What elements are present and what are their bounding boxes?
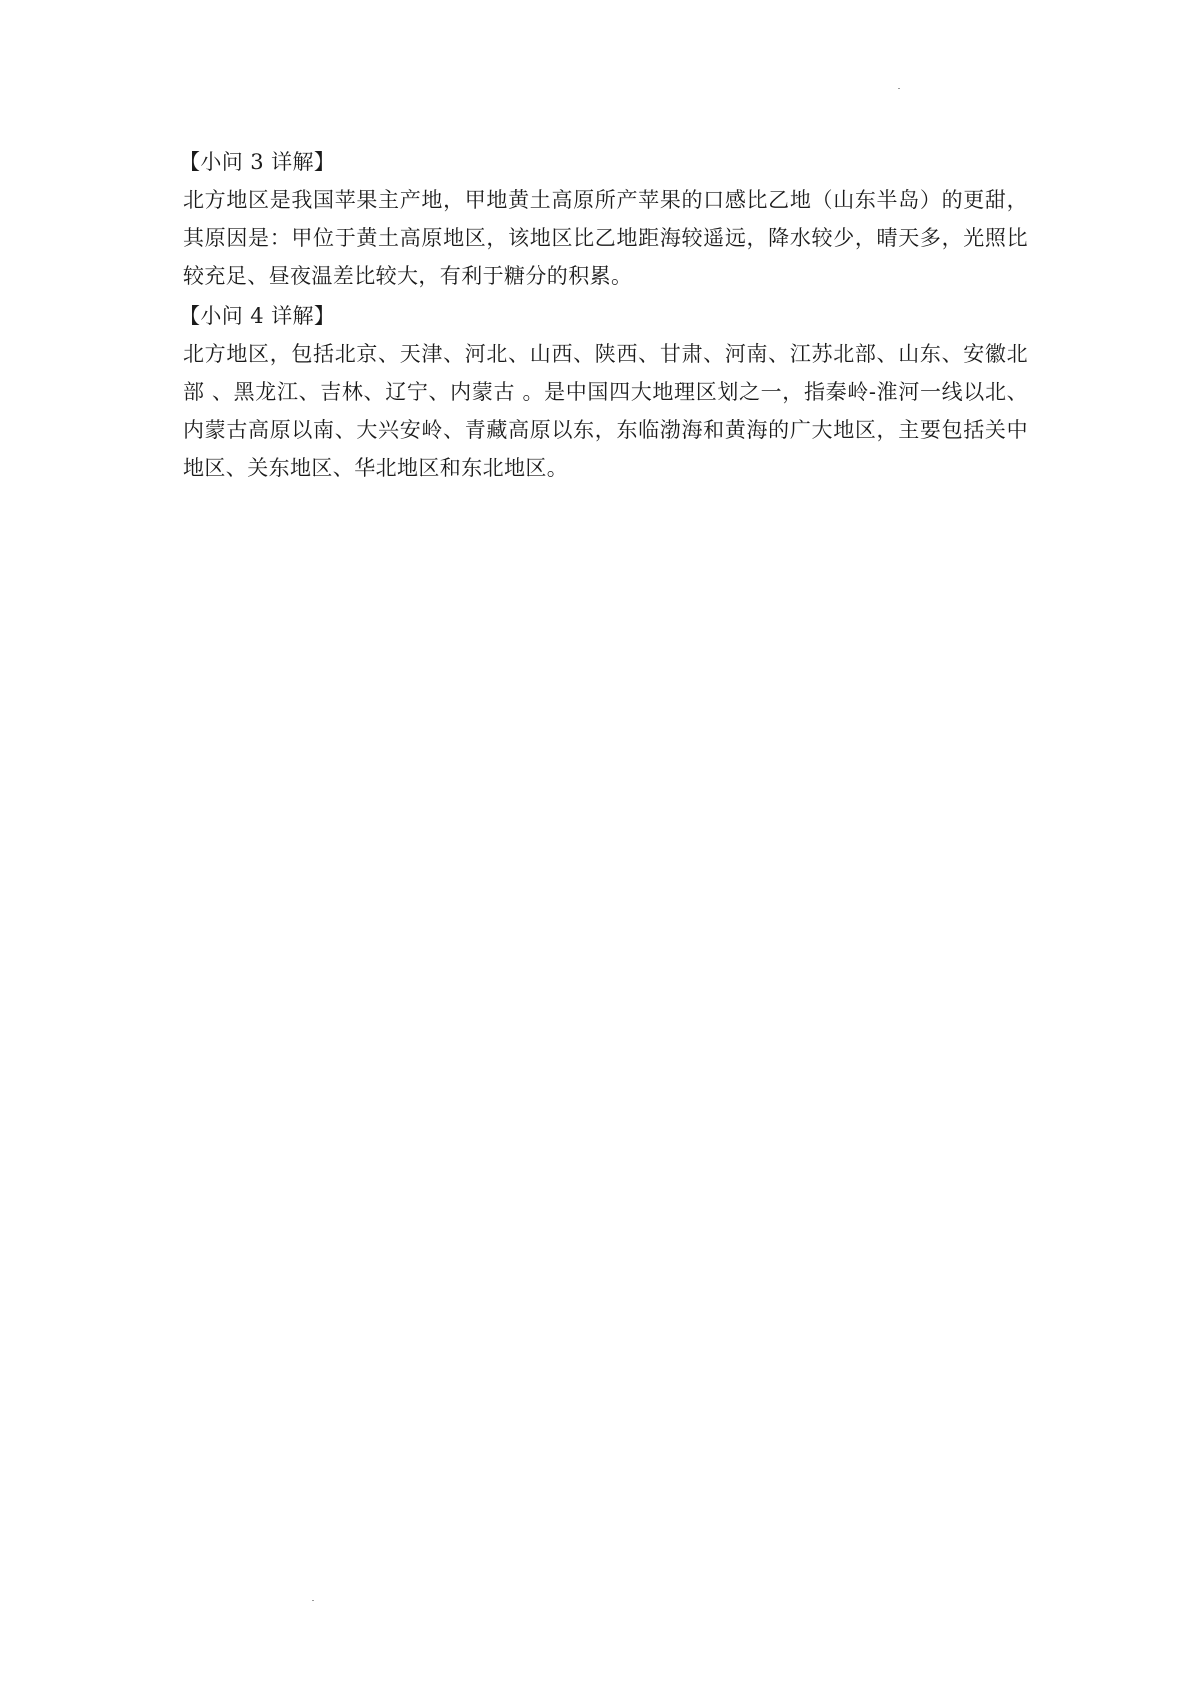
document-body <box>179 143 1028 489</box>
section-paragraph: 北方地区，包括北京、天津、河北、山西、陕西、甘肃、河南、江苏北部、山东、安徽北部 、黑龙江、吉林、辽宁、内蒙古 。是中国四大地理区划之一，指秦岭-淮河一线以北、内蒙古高原以南、大兴安岭、青藏高原以东，东临渤海和黄海的广大地区，主要包括关中地区、关东地区、华北地区和东北地区。 <box>183 342 1028 480</box>
section-heading: 【小问 4 详解】 <box>179 304 336 328</box>
section-heading: 【小问 3 详解】 <box>179 150 336 174</box>
scan-artifact-dot <box>312 1600 314 1601</box>
section-question-3 <box>179 143 1028 295</box>
scan-artifact-dot <box>898 88 900 89</box>
section-paragraph: 北方地区是我国苹果主产地，甲地黄土高原所产苹果的口感比乙地（山东半岛）的更甜，其原因是：甲位于黄土高原地区，该地区比乙地距海较遥远，降水较少，晴天多，光照比较充足、昼夜温差比较大，有利于糖分的积累。 <box>183 188 1028 288</box>
section-question-4 <box>179 297 1028 487</box>
